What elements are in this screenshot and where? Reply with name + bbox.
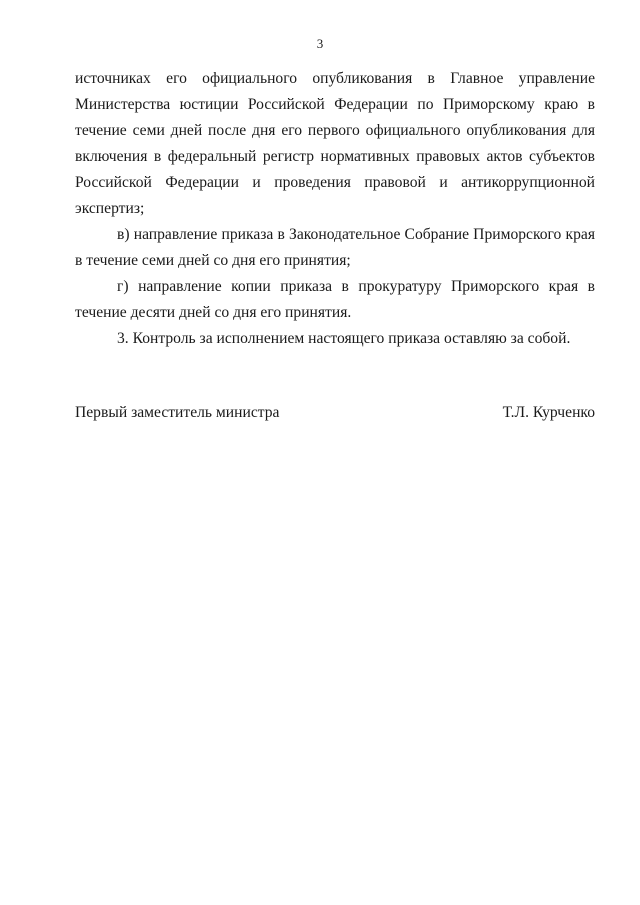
paragraph-item-g: г) направление копии приказа в прокуратуру Приморского края в течение десяти дней со дня его принятия. (75, 278, 595, 321)
signature-block (75, 402, 595, 424)
page-number: 3 (316, 36, 324, 51)
signatory-position: Первый заместитель министра (75, 404, 280, 421)
document-body (75, 66, 595, 352)
signatory-name: Т.Л. Курченко (502, 404, 595, 421)
paragraph-continuation: источниках его официального опубликования в Главное управление Министерства юстиции Российской Федерации по Приморскому краю в течение семи дней после дня его первого официального опубликования для включения в федеральный регистр нормативных правовых актов субъектов Российской Федерации и проведения правовой и антикоррупционной экспертиз; (75, 70, 595, 217)
paragraph-item-v: в) направление приказа в Законодательное Собрание Приморского края в течение семи дней со дня его принятия; (75, 226, 595, 269)
paragraph-item-3: 3. Контроль за исполнением настоящего приказа оставляю за собой. (117, 330, 571, 347)
